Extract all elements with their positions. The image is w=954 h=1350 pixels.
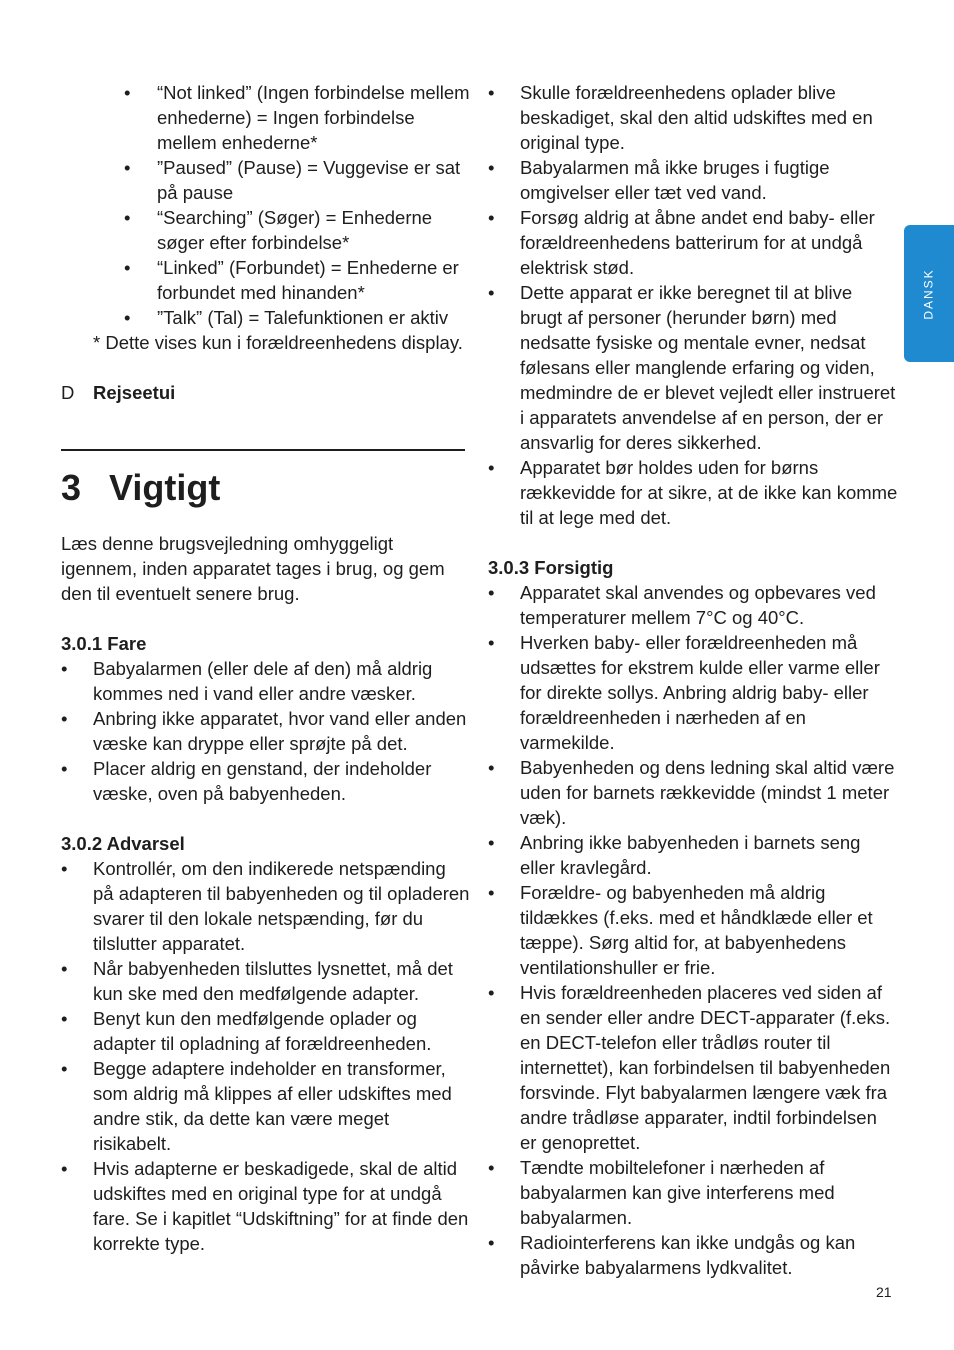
language-tab xyxy=(904,225,954,362)
list-item: • Forældre- og babyenheden må aldrig tildækkes (f.eks. med et håndklæde eller et tæppe). Sørg altid for, at babyenhedens ventilationshuller er frie. xyxy=(488,880,898,980)
item-d xyxy=(61,380,471,405)
intro-paragraph: Læs denne brugsvejledning omhyggeligt igennem, inden apparatet tages i brug, og gem den til eventuelt senere brug. xyxy=(61,533,445,604)
item-letter: D xyxy=(61,382,75,403)
list-item: • Anbring ikke apparatet, hvor vand eller anden væske kan dryppe eller sprøjte på det. xyxy=(61,706,471,756)
list-item: • “Linked” (Forbundet) = Enhederne er forbundet med hinanden* xyxy=(61,255,471,305)
list-item: • Tændte mobiltelefoner i nærheden af babyalarmen kan give interferens med babyalarmen. xyxy=(488,1155,898,1230)
section-heading-advarsel: 3.0.2 Advarsel xyxy=(61,833,185,854)
list-item: • Hvis forældreenheden placeres ved siden af en sender eller andre DECT-apparater (f.eks. en DECT-telefon eller trådløs router til internettet), kan forbindelsen til babyenheden forsvinde. Flyt babyalarmen længere væk fra andre trådløse apparater, indtil forbindelsen er genoprettet. xyxy=(488,980,898,1155)
list-item: • Babyalarmen (eller dele af den) må aldrig kommes ned i vand eller andre væsker. xyxy=(61,656,471,706)
page-number: 21 xyxy=(876,1284,892,1300)
list-item: • Anbring ikke babyenheden i barnets seng eller kravlegård. xyxy=(488,830,898,880)
list-item: • “Not linked” (Ingen forbindelse mellem enhederne) = Ingen forbindelse mellem enhederne* xyxy=(61,80,471,155)
chapter-heading xyxy=(61,466,471,510)
status-note: * Dette vises kun i forældreenhedens display. xyxy=(93,332,463,353)
list-item: • Dette apparat er ikke beregnet til at blive brugt af personer (herunder børn) med nedsatte fysiske og mentale evner, nedsat følesans eller manglende erfaring og viden, medmindre de er blevet vejledt eller instrueret i apparatets anvendelse af en person, der er ansvarlig for deres sikkerhed. xyxy=(488,280,898,455)
advarsel-list xyxy=(61,856,471,1256)
language-tab-label: DANSK xyxy=(921,267,936,320)
list-item: • Placer aldrig en genstand, der indeholder væske, oven på babyenheden. xyxy=(61,756,471,806)
list-item: • Hvis adapterne er beskadigede, skal de altid udskiftes med en original type for at undgå fare. Se i kapitlet “Udskiftning” for at finde den korrekte type. xyxy=(61,1156,471,1256)
list-item: • Babyenheden og dens ledning skal altid være uden for barnets rækkevidde (mindst 1 meter væk). xyxy=(488,755,898,830)
list-item: • Kontrollér, om den indikerede netspænding på adapteren til babyenheden og til opladeren svarer til den lokale netspænding, før du tilslutter apparatet. xyxy=(61,856,471,956)
chapter-title: Vigtigt xyxy=(109,467,221,508)
list-item: • Apparatet skal anvendes og opbevares ved temperaturer mellem 7°C og 40°C. xyxy=(488,580,898,630)
list-item: • Når babyenheden tilsluttes lysnettet, må det kun ske med den medfølgende adapter. xyxy=(61,956,471,1006)
list-item: • Forsøg aldrig at åbne andet end baby- eller forældreenhedens batterirum for at undgå elektrisk stød. xyxy=(488,205,898,280)
list-item: • Apparatet bør holdes uden for børns rækkevidde for at sikre, at de ikke kan komme til at lege med det. xyxy=(488,455,898,530)
list-item: • ”Talk” (Tal) = Talefunktionen er aktiv xyxy=(61,305,471,330)
list-item: • Hverken baby- eller forældreenheden må udsættes for ekstrem kulde eller varme eller for direkte sollys. Anbring aldrig baby- eller forældreenheden i nærheden af en varmekilde. xyxy=(488,630,898,755)
list-item: • Begge adaptere indeholder en transformer, som aldrig må klippes af eller udskiftes med andre stik, da dette kan være meget risikabelt. xyxy=(61,1056,471,1156)
right-column xyxy=(488,80,898,1280)
item-label: Rejseetui xyxy=(93,382,176,403)
chapter-rule xyxy=(61,449,465,451)
list-item: • Benyt kun den medfølgende oplader og adapter til opladning af forældreenheden. xyxy=(61,1006,471,1056)
status-list xyxy=(61,80,471,330)
advarsel-list-continued xyxy=(488,80,898,530)
forsigtig-list xyxy=(488,580,898,1280)
section-heading-fare: 3.0.1 Fare xyxy=(61,633,147,654)
chapter-number: 3 xyxy=(61,467,82,508)
list-item: • Radiointerferens kan ikke undgås og kan påvirke babyalarmens lydkvalitet. xyxy=(488,1230,898,1280)
left-column xyxy=(61,80,471,1256)
section-heading-forsigtig: 3.0.3 Forsigtig xyxy=(488,557,614,578)
fare-list xyxy=(61,656,471,806)
list-item: • Skulle forældreenhedens oplader blive beskadiget, skal den altid udskiftes med en original type. xyxy=(488,80,898,155)
list-item: • ”Paused” (Pause) = Vuggevise er sat på pause xyxy=(61,155,471,205)
list-item: • “Searching” (Søger) = Enhederne søger efter forbindelse* xyxy=(61,205,471,255)
list-item: • Babyalarmen må ikke bruges i fugtige omgivelser eller tæt ved vand. xyxy=(488,155,898,205)
